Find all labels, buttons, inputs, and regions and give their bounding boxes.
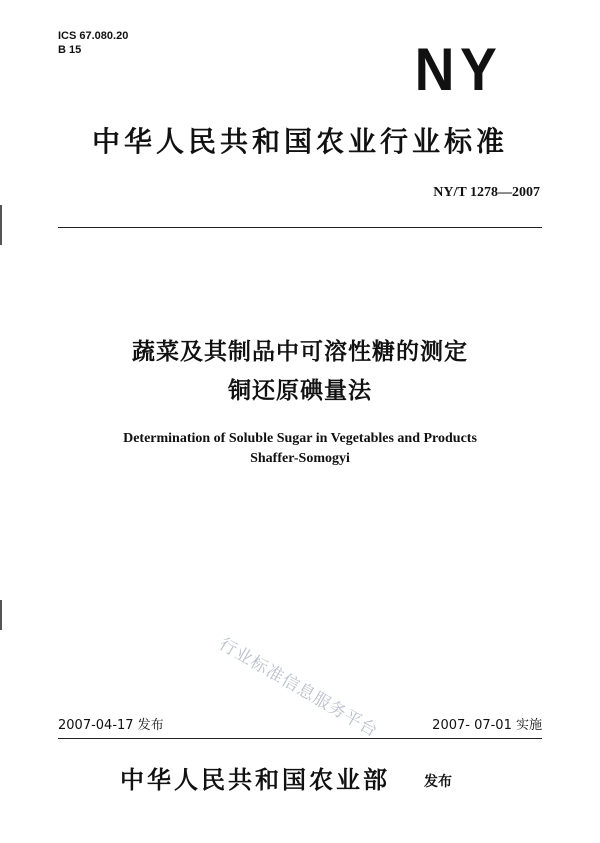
ny-logo: NY [414,36,502,103]
scan-edge-mark [0,205,2,245]
document-title-zh-line2: 铜还原碘量法 [228,378,372,404]
ics-code: ICS 67.080.20 [58,30,129,42]
watermark-text: 行业标准信息服务平台 [215,634,382,742]
standard-number: NY/T 1278—2007 [433,185,540,200]
standard-category-title: 中华人民共和国农业行业标准 [91,125,508,158]
issue-date: 2007-04-17 发布 [58,718,164,733]
scan-edge-mark [0,600,2,630]
publish-label: 发布 [424,774,452,790]
ccs-code: B 15 [58,44,82,56]
top-divider [58,227,542,228]
document-title-zh-line1: 蔬菜及其制品中可溶性糖的测定 [132,339,468,365]
publisher-name: 中华人民共和国农业部 [120,766,390,794]
implementation-date: 2007- 07-01 实施 [432,718,542,733]
document-title-en-line2: Shaffer-Somogyi [250,451,350,466]
bottom-divider [58,738,542,739]
document-title-en-line1: Determination of Soluble Sugar in Vegetables and Products [123,431,477,446]
